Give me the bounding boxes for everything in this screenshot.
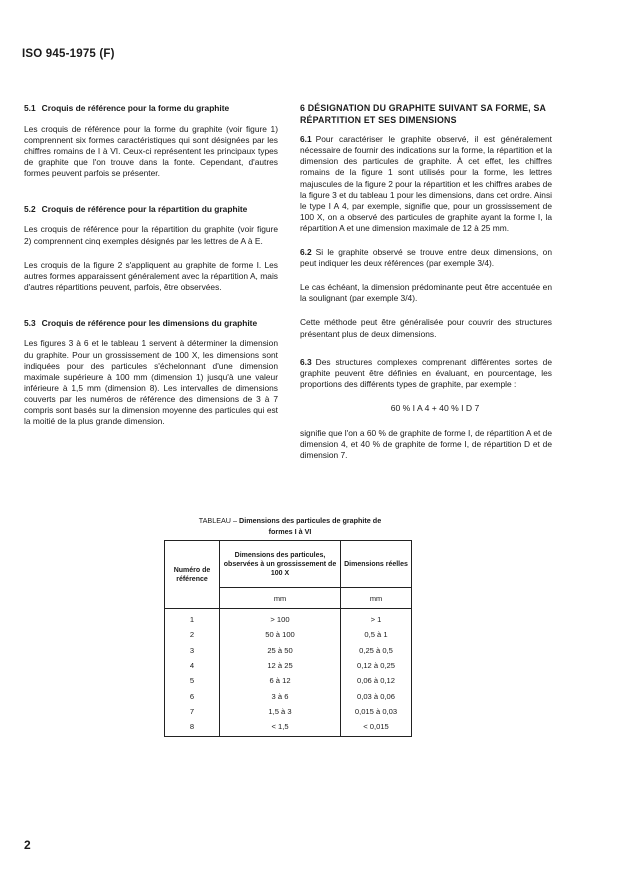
table-cell-observed: 25 à 50: [220, 643, 341, 658]
section-6-heading: 6 DÉSIGNATION DU GRAPHITE SUIVANT SA FORME, SA RÉPARTITION ET SES DIMENSIONS: [300, 103, 546, 125]
table-cell-observed: 12 à 25: [220, 658, 341, 673]
table-row: [165, 658, 412, 673]
table-cell-observed: 1,5 à 3: [220, 704, 341, 719]
section-5-1-title: 5.1 Croquis de référence pour la forme du graphite: [24, 103, 230, 113]
section-6-2-paragraph-3: Cette méthode peut être généralisée pour couvrir des structures présentant plus de deux dimensions.: [300, 317, 552, 339]
table-cell-reference: 8: [165, 719, 220, 737]
section-5-3-title: 5.3 Croquis de référence pour les dimensions du graphite: [24, 317, 258, 328]
table-body: [165, 609, 412, 737]
table-cell-observed: > 100: [220, 609, 341, 628]
section-6-2-paragraph-2: Le cas échéant, la dimension prédominante peut être accentuée en la soulignant (par exemple 3/4).: [300, 282, 552, 304]
section-6-3-paragraph-2: signifie que l'on a 60 % de graphite de forme I, de répartition A et de dimension 4, et 40 % de graphite de forme I, de répartition D et de dimension 7.: [300, 427, 552, 461]
composition-formula: 60 % I A 4 + 40 % I D 7: [390, 402, 480, 413]
table-row: [165, 627, 412, 642]
left-column: [24, 103, 278, 440]
table-cell-observed: 50 à 100: [220, 627, 341, 642]
table-row: [165, 609, 412, 628]
table-cell-actual: > 1: [341, 609, 412, 628]
section-6-2-paragraph-1: 6.2 Si le graphite observé se trouve entre deux dimensions, on peut indiquer les deux références (par exemple 3/4).: [300, 247, 552, 269]
table-cell-actual: 0,12 à 0,25: [341, 658, 412, 673]
table-row: [165, 673, 412, 688]
table-cell-actual: 0,015 à 0,03: [341, 704, 412, 719]
document-id: ISO 945-1975 (F): [22, 48, 115, 60]
dimensions-table: [164, 540, 412, 737]
unit-actual: mm: [341, 588, 412, 609]
table-caption-prefix: TABLEAU –: [198, 516, 239, 525]
table-cell-reference: 4: [165, 658, 220, 673]
table-cell-actual: 0,06 à 0,12: [341, 673, 412, 688]
column-header-reference: Numéro de référence: [165, 541, 220, 609]
table-caption: [190, 516, 390, 537]
table-cell-reference: 6: [165, 688, 220, 703]
section-5-2-paragraph-2: Les croquis de la figure 2 s'appliquent au graphite de forme I. Les autres formes apparaissent généralement avec la répartition A, mais d'autres répartitions peuvent, parfois, être observées.: [24, 259, 278, 292]
section-5-1-paragraph: Les croquis de référence pour la forme du graphite (voir figure 1) comprennent six formes caractéristiques qui sont désignées par les chiffres romains de I à VI. Ceux-ci représentent les principaux types de graphite que l'on trouve dans la fonte. Cependant, d'autres formes peuvent parfois se présenter.: [24, 123, 278, 178]
column-header-observed: Dimensions des particules, observées à un grossissement de 100 X: [220, 541, 341, 588]
table-cell-reference: 1: [165, 609, 220, 628]
table-cell-actual: 0,5 à 1: [341, 627, 412, 642]
page-number: 2: [24, 838, 31, 852]
table-cell-actual: 0,25 à 0,5: [341, 643, 412, 658]
unit-observed: mm: [220, 588, 341, 609]
table-cell-reference: 2: [165, 627, 220, 642]
section-5-3-paragraph: Les figures 3 à 6 et le tableau 1 servent à déterminer la dimension du graphite. Pour un grossissement de 100 X, les dimensions sont indiquées pour des particules s'échelonnant d'une dimension maximale supérieure à 100 mm (dimension 1) jusqu'à une valeur inférieure à 1,5 mm (dimension 8). Les intervalles de dimensions couverts par les numéros de référence des dimensions de 3 à 7 compris sont basés sur la dimension moyenne des particules qui est la moitié de la plus grande dimension.: [24, 338, 278, 427]
table-caption-title: Dimensions des particules de graphite de formes I à VI: [239, 516, 382, 536]
table-cell-reference: 5: [165, 673, 220, 688]
table-cell-observed: 6 à 12: [220, 673, 341, 688]
table-cell-observed: 3 à 6: [220, 688, 341, 703]
table-row: [165, 704, 412, 719]
section-5-2-paragraph-1: Les croquis de référence pour la répartition du graphite (voir figure 2) comprennent cinq exemples désignés par les lettres de A à E.: [24, 224, 278, 246]
right-column: [300, 103, 552, 474]
table-cell-actual: 0,03 à 0,06: [341, 688, 412, 703]
column-header-actual: Dimensions réelles: [341, 541, 412, 588]
section-5-2-title: 5.2 Croquis de référence pour la répartition du graphite: [24, 203, 248, 214]
table-cell-actual: < 0,015: [341, 719, 412, 737]
table-cell-reference: 7: [165, 704, 220, 719]
table-cell-reference: 3: [165, 643, 220, 658]
section-6-1-paragraph: 6.1 Pour caractériser le graphite observé, il est généralement nécessaire de fournir des indications sur la forme, la répartition et la dimension des particules de graphite. À cet effet, les chiffres romains de la figure 1 sont utilisés pour la forme, les lettres majuscules de la figure 2 pour la répartition et les chiffres arabes de la figure 3 et du tableau 1 pour les dimensions, dans cet ordre. Ainsi le type I A 4, par exemple, signifie que, pour un grossissement de 100 X, on a observé des particules de graphite ayant la forme I, la répartition A et une dimension maximale de 12 à 25 mm.: [300, 134, 552, 233]
section-6-3-paragraph: 6.3 Des structures complexes comprenant différentes sortes de graphite peuvent être définies en évaluant, en pourcentage, les proportions des différents types de graphite, par exemple :: [300, 356, 552, 389]
table-row: [165, 719, 412, 737]
table-row: [165, 643, 412, 658]
table-row: [165, 688, 412, 703]
table-cell-observed: < 1,5: [220, 719, 341, 737]
